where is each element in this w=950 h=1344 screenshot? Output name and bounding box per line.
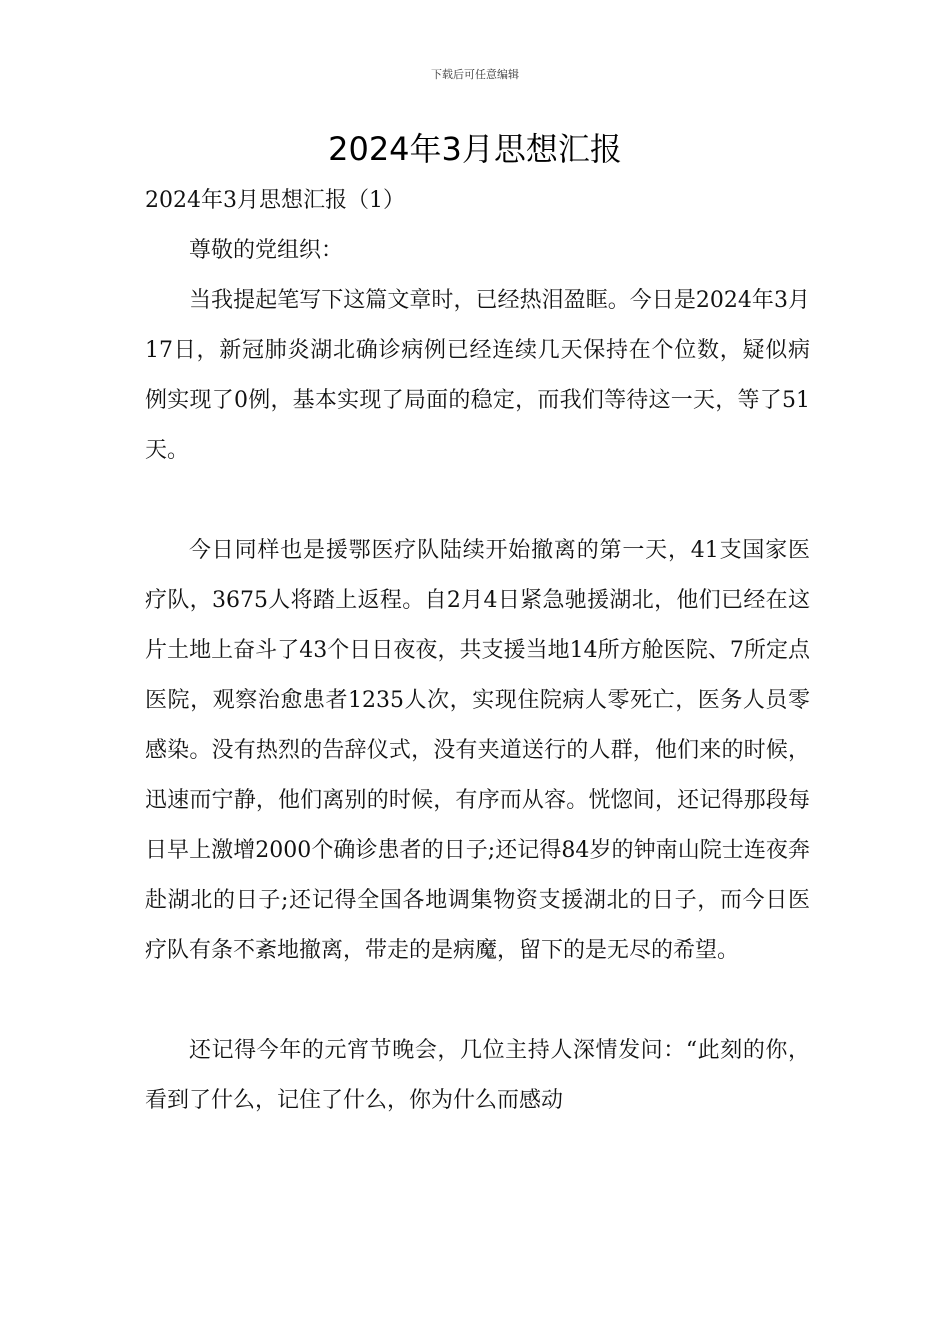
header-note: 下载后可任意编辑 xyxy=(431,68,519,81)
paragraph-2: 今日同样也是援鄂医疗队陆续开始撤离的第一天，41支国家医疗队，3675人将踏上返程。自2月4日紧急驰援湖北，他们已经在这片土地上奋斗了43个日日夜夜，共支援当地14所方舱医院、7所定点医院，观察治愈患者1235人次，实现住院病人零死亡，医务人员零感染。没有热烈的告辞仪式，没有夹道送行的人群，他们来的时候，迅速而宁静，他们离别的时候，有序而从容。恍惚间，还记得那段每日早上激增2000个确诊患者的日子;还记得84岁的钟南山院士连夜奔赴湖北的日子;还记得全国各地调集物资支援湖北的日子，而今日医疗队有条不紊地撤离，带走的是病魔，留下的是无尽的希望。 xyxy=(145,538,811,963)
paragraph-gap xyxy=(145,476,810,526)
document-body xyxy=(145,176,810,1126)
section-subheading: 2024年3月思想汇报（1） xyxy=(145,188,405,213)
salutation: 尊敬的党组织： xyxy=(189,238,344,263)
document-title: 2024年3月思想汇报 xyxy=(328,130,622,168)
paragraph-gap xyxy=(145,976,810,1026)
paragraph-1: 当我提起笔写下这篇文章时，已经热泪盈眶。今日是2024年3月17日，新冠肺炎湖北确诊病例已经连续几天保持在个位数，疑似病例实现了0例，基本实现了局面的稳定，而我们等待这一天，等了51天。 xyxy=(145,288,810,463)
paragraph-3: 还记得今年的元宵节晚会，几位主持人深情发问：“此刻的你，看到了什么，记住了什么，你为什么而感动 xyxy=(145,1038,810,1113)
